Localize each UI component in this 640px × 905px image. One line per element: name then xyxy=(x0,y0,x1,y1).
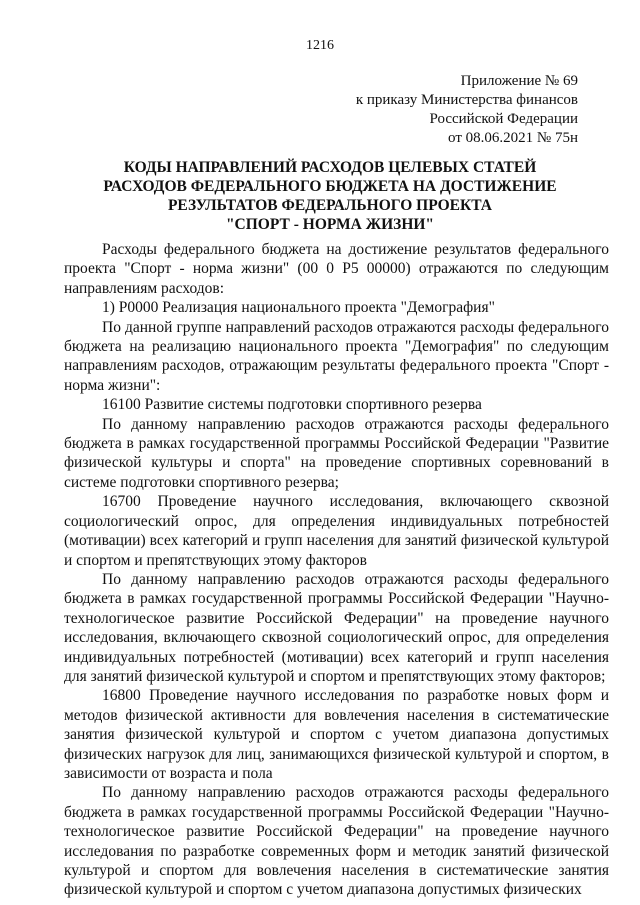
body-paragraph: По данному направлению расходов отражаются расходы федерального бюджета в рамках государственной программы Российской Федерации "Научно-технологическое развитие Российской Федерации" на проведение научного исследования, включающего сквозной социологический опрос, для определения индивидуальных потребностей (мотивации) всех категорий и групп населения для занятий физической культурой и спортом и препятствующих этому факторов; xyxy=(64,570,609,685)
section-heading: 1) Р0000 Реализация национального проекта "Демография" xyxy=(102,299,495,317)
code-heading: 16700 Проведение научного исследования, включающего сквозной социологический опрос, для определения индивидуальных потребностей (мотивации) всех категорий и групп населения для занятий физической культурой и спортом и препятствующих этому факторов xyxy=(64,493,609,569)
intro-paragraph: Расходы федерального бюджета на достижение результатов федерального проекта "Спорт - норма жизни" (00 0 Р5 00000) отражаются по следующим направлениям расходов: xyxy=(64,241,609,297)
code-heading: 16100 Развитие системы подготовки спортивного резерва xyxy=(102,396,482,414)
title-line: РАСХОДОВ ФЕДЕРАЛЬНОГО БЮДЖЕТА НА ДОСТИЖЕНИЕ xyxy=(103,178,557,195)
appendix-line: от 08.06.2021 № 75н xyxy=(448,130,578,146)
title-line: КОДЫ НАПРАВЛЕНИЙ РАСХОДОВ ЦЕЛЕВЫХ СТАТЕЙ xyxy=(123,159,537,176)
appendix-header xyxy=(356,72,578,148)
appendix-line: к приказу Министерства финансов xyxy=(355,92,578,108)
document-body xyxy=(64,240,609,900)
body-paragraph: По данному направлению расходов отражаются расходы федерального бюджета в рамках государственной программы Российской Федерации "Научно-технологическое развитие Российской Федерации" на проведение научного исследования по разработке современных форм и методик занятий физической культурой и спортом для вовлечения населения в систематические занятия физической культурой и спортом с учетом диапазона допустимых физических xyxy=(64,784,609,899)
title-line: РЕЗУЛЬТАТОВ ФЕДЕРАЛЬНОГО ПРОЕКТА xyxy=(167,197,493,214)
page-number: 1216 xyxy=(306,38,334,53)
title-line: "СПОРТ - НОРМА ЖИЗНИ" xyxy=(225,216,435,233)
document-title xyxy=(60,158,600,234)
body-paragraph: По данной группе направлений расходов отражаются расходы федерального бюджета на реализацию национального проекта "Демография" по следующим направлениям расходов, отражающим результаты федерального проекта "Спорт - норма жизни": xyxy=(64,318,609,394)
appendix-line: Приложение № 69 xyxy=(460,73,578,89)
body-paragraph: По данному направлению расходов отражаются расходы федерального бюджета в рамках государственной программы Российской Федерации "Развитие физической культуры и спорта" на проведение спортивных соревнований в системе подготовки спортивного резерва; xyxy=(64,415,609,491)
appendix-line: Российской Федерации xyxy=(429,111,578,127)
code-heading: 16800 Проведение научного исследования по разработке новых форм и методов физической активности для вовлечения населения в систематические занятия физической культурой и спортом с учетом диапазона допустимых физических нагрузок для лиц, занимающихся физической культурой и спортом, в зависимости от возраста и пола xyxy=(64,687,609,782)
